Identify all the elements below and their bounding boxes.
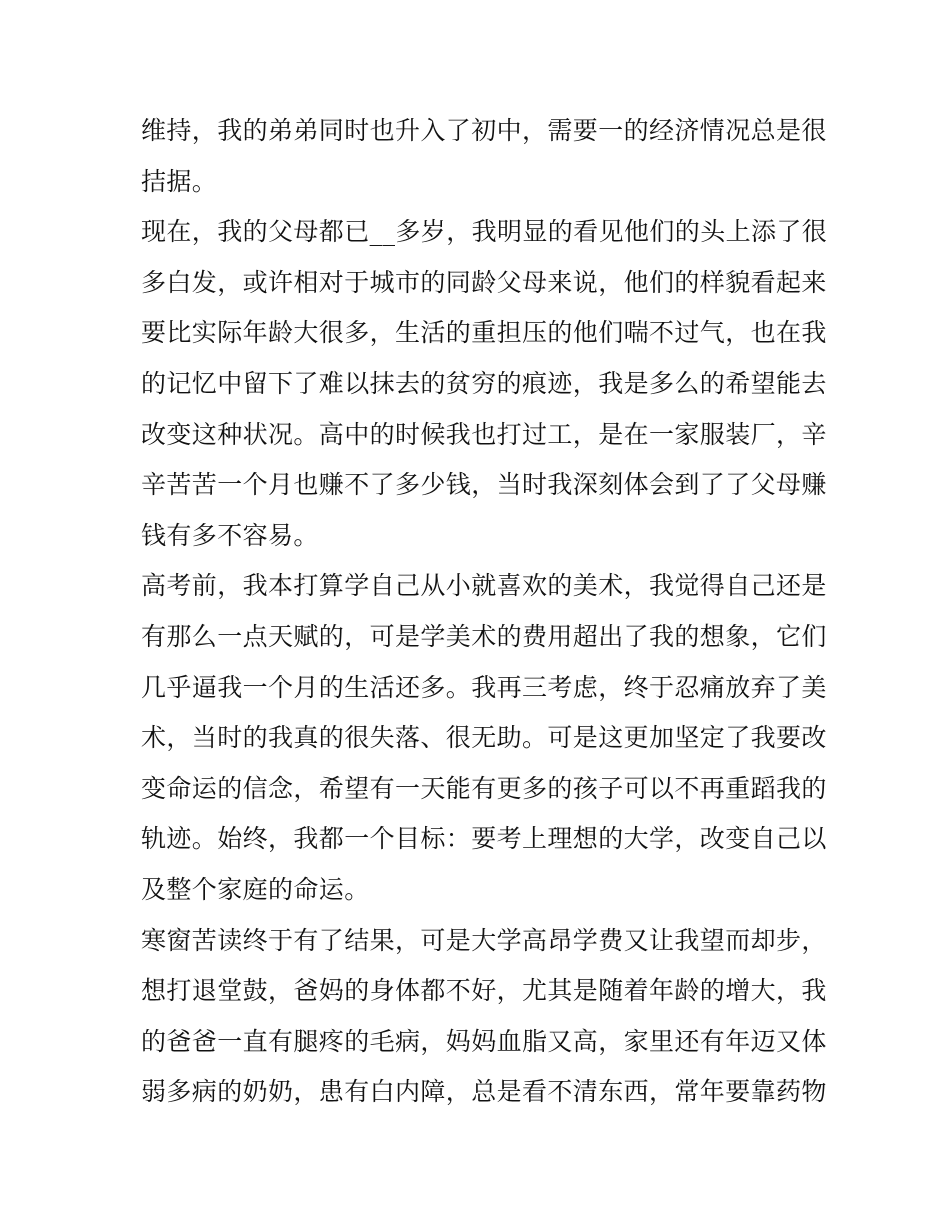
body-text xyxy=(141,106,828,1118)
text-line: 术，当时的我真的很失落、很无助。可是这更加坚定了我要改 xyxy=(141,723,827,753)
text-line: 改变这种状况。高中的时候我也打过工，是在一家服装厂，辛 xyxy=(141,419,827,449)
text-line: 维持，我的弟弟同时也升入了初中，需要一的经济情况总是很 xyxy=(141,116,827,145)
text-line: 的爸爸一直有腿疼的毛病，妈妈血脂又高，家里还有年迈又体 xyxy=(141,1026,827,1056)
text-line: 想打退堂鼓，爸妈的身体都不好，尤其是随着年龄的增大，我 xyxy=(141,976,827,1006)
text-line: 轨迹。始终，我都一个目标：要考上理想的大学，改变自己以 xyxy=(141,824,827,854)
text-line: 变命运的信念，希望有一天能有更多的孩子可以不再重蹈我的 xyxy=(141,773,827,803)
text-line: 的记忆中留下了难以抹去的贫穷的痕迹，我是多么的希望能去 xyxy=(141,368,827,398)
text-line: 拮据。 xyxy=(141,166,218,196)
text-line: 弱多病的奶奶，患有白内障，总是看不清东西，常年要靠药物 xyxy=(141,1077,827,1107)
text-line: 几乎逼我一个月的生活还多。我再三考虑，终于忍痛放弃了美 xyxy=(141,672,827,702)
text-line: 高考前，我本打算学自己从小就喜欢的美术，我觉得自己还是 xyxy=(141,571,827,601)
text-line: 要比实际年龄大很多，生活的重担压的他们喘不过气，也在我 xyxy=(141,318,827,348)
text-line: 辛苦苦一个月也赚不了多少钱，当时我深刻体会到了了父母赚 xyxy=(141,470,827,500)
text-line: 多白发，或许相对于城市的同龄父母来说，他们的样貌看起来 xyxy=(141,267,827,297)
text-line: 钱有多不容易。 xyxy=(141,520,319,550)
text-line: 有那么一点天赋的，可是学美术的费用超出了我的想象，它们 xyxy=(141,621,827,651)
text-line: 及整个家庭的命运。 xyxy=(141,874,370,904)
text-line: 现在，我的父母都已__多岁，我明显的看见他们的头上添了很 xyxy=(141,217,828,247)
text-line: 寒窗苦读终于有了结果，可是大学高昂学费又让我望而却步， xyxy=(141,925,827,955)
